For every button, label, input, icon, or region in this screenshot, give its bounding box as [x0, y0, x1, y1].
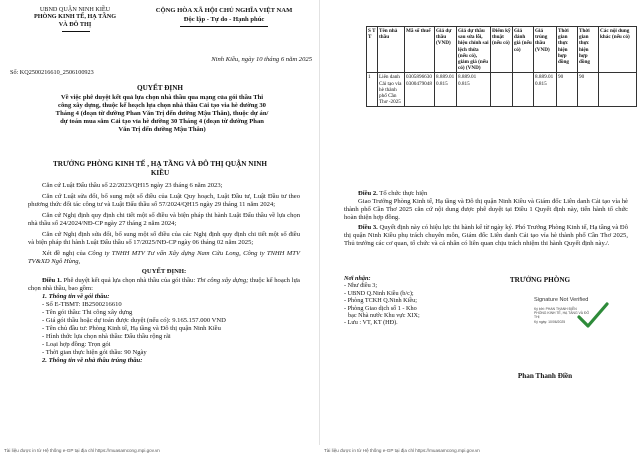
authority-line: TRƯỞNG PHÒNG KINH TẾ , HẠ TẦNG VÀ ĐÔ THỊ QUẬN NINH — [52, 160, 268, 168]
document-type: QUYẾT ĐỊNH — [137, 84, 183, 92]
recipient-item: - Phòng Giao dịch số 1 - Kho — [344, 304, 417, 312]
articles-2-3 — [344, 190, 628, 248]
table-cell: 8.889.01 0.815 — [435, 73, 457, 107]
consideration-paragraph: Xét đề nghị của Công ty TNHH MTV Tư vấn Xây dựng Nam Cửu Long, Công ty TNHH MTV TV&XD Ngô Hùng, — [28, 250, 300, 265]
signer-name: Phan Thanh Điền — [517, 372, 573, 380]
footer-right: Tài liệu được in từ Hệ thống e-GP tại địa chỉ https://muasamcong.mpi.gov.vn — [324, 448, 480, 453]
subject-line: Văn Trị đến đường Mậu Thân) — [118, 126, 206, 133]
table-header-cell: Giá trúng thầu (VND) — [534, 27, 557, 73]
table-header-cell: Thời gian thực hiện hợp đồng — [557, 27, 578, 73]
article-2: Điều 2. Tổ chức thực hiện — [358, 190, 428, 197]
table-header-cell: Thời gian thực hiện hợp đồng — [578, 27, 599, 73]
signature-detail-line: Ký bởi: PHAN THANH ĐIỀN — [534, 307, 577, 311]
recipient-item: - Như điều 3; — [344, 282, 378, 290]
issuing-agency — [20, 6, 130, 28]
basis-paragraph: Căn cứ Nghị định quy định chi tiết một số điều và biện pháp thi hành Luật Đấu thầu về lựa chọn nhà thầu số 24/2024/NĐ-CP ngày 27 tháng 2 năm 2024; — [28, 212, 300, 227]
package-item: - Giá gói thầu hoặc dự toán được duyệt (nếu có): 9.165.157.000 VND — [42, 317, 226, 324]
table-header-cell: Giá dự thầu (VND) — [435, 27, 457, 73]
national-motto: Độc lập - Tự do - Hạnh phúc — [183, 16, 265, 23]
table-header-cell: Giá dự thầu sau sửa lỗi, hiệu chỉnh sai lệch thừa (nếu có), giảm giá (nếu có) (VND) — [458, 28, 489, 72]
table-cell: 1 — [367, 73, 378, 107]
section-1-heading: 1. Thông tin về gói thầu: — [42, 293, 110, 300]
table-header-cell: Tên nhà thầu — [378, 27, 405, 73]
package-item: - Tên chủ đầu tư: Phòng Kinh tế, Hạ tầng và Đô thị quận Ninh Kiều — [42, 325, 221, 332]
recipient-item: bạc Nhà nước Khu vực XIX; — [348, 312, 420, 320]
legal-basis — [28, 182, 300, 365]
basis-paragraph: Căn cứ Luật Đấu thầu số 22/2023/QH15 ngày 23 tháng 6 năm 2023; — [42, 182, 223, 189]
agency-underline — [62, 31, 90, 32]
recipient-item: - Lưu : VT, KT (HĐ). — [344, 319, 398, 327]
agency-line-2: PHÒNG KINH TẾ, HẠ TẦNG — [33, 13, 117, 21]
signature-status: Signature Not Verified — [534, 297, 589, 303]
package-item: - Hình thức lựa chọn nhà thầu: Đấu thầu rộng rãi — [42, 333, 171, 340]
subject-line: Tháng 4 (đoạn từ đường Phan Văn Trị đến đường Mậu Thân), thuộc dự án/ — [55, 110, 269, 117]
table-header-cell: Điểm kỹ thuật (nếu có) — [491, 27, 513, 73]
signer-title: TRƯỞNG PHÒNG — [509, 276, 571, 284]
table-cell — [513, 73, 534, 107]
subject-line: Về việc phê duyệt kết quả lựa chọn nhà thầu qua mạng của gói thầu Thi — [60, 94, 264, 101]
table-cell: 90 — [578, 73, 599, 107]
national-title: CỘNG HÒA XÃ HỘI CHỦ NGHĨA VIỆT NAM — [155, 7, 293, 14]
table-row — [367, 73, 637, 107]
document-date: Ninh Kiều, ngày 10 tháng 6 năm 2025 — [211, 56, 312, 63]
table-cell: 8.889.01 0.815 — [534, 73, 557, 107]
signature-detail-line: Ký ngày: 10/06/2025 — [534, 319, 566, 324]
recipient-item: - UBND Q.Ninh Kiều (b/c); — [344, 289, 414, 297]
decides-heading: QUYẾT ĐỊNH: — [141, 268, 187, 275]
authority-line: KIỀU — [150, 168, 170, 177]
table-header-cell: Giá đánh giá (nếu có) — [513, 27, 534, 73]
authority-title — [10, 160, 310, 177]
table-cell: Liên danh Cải tạo vỉa hè thành phố Cần Thơ -2025 — [378, 73, 405, 107]
article-3: Điều 3. Quyết định này có hiệu lực thi hành kể từ ngày ký. Phó Trưởng Phòng Kinh tế, Hạ tầng và Đô thị quận Ninh Kiều phụ trách chuyên môn, Giám đốc Liên danh Cải tạo vỉa hè thành phố Cần Thơ 2025, Thủ trưởng các cơ quan, tổ chức và cá nhân có liên quan chịu trách nhiệm thi hành Quyết định này./. — [344, 224, 628, 247]
package-item: - Tên gói thầu: Thi công xây dựng — [42, 309, 133, 316]
package-item: - Số E-TBMT: IB2500216610 — [42, 301, 122, 308]
digital-signature[interactable] — [534, 297, 626, 357]
signature-detail-line: PHÒNG KINH TẾ, HẠ TẦNG VÀ ĐÔ THỊ — [534, 311, 590, 320]
recipient-item: - Phòng TCKH Q.Ninh Kiều; — [344, 297, 417, 305]
recipients — [344, 275, 454, 327]
signature-details — [534, 307, 594, 324]
package-item: - Thời gian thực hiện gói thầu: 90 Ngày — [42, 349, 147, 356]
table-cell — [491, 73, 513, 107]
table-cell: 0305896630 0300479048 — [405, 73, 435, 107]
winner-table — [366, 26, 637, 107]
table-header-cell: S T T — [367, 27, 378, 73]
subject-line: dự toán mua sắm Cải tạo vỉa hè đường 30 Tháng 4 (đoạn từ đường Phan — [60, 118, 264, 125]
table-header-cell: Mã số thuế — [405, 27, 435, 73]
basis-paragraph: Căn cứ Luật sửa đổi, bổ sung một số điều của Luật Quy hoạch, Luật Đầu tư, Luật Đầu tư theo phương thức đối tác công tư và Luật Đấu thầu số 57/2024/QH15 ngày 29 tháng 11 năm 2024; — [28, 193, 300, 208]
table-cell: 90 — [557, 73, 578, 107]
page-left — [0, 0, 320, 445]
article-1: Điều 1. Phê duyệt kết quả lựa chọn nhà thầu của gói thầu: Thi công xây dựng; thuộc kế hoạch lựa chọn nhà thầu, bao gồm: — [28, 277, 300, 292]
subject-line: công xây dựng, thuộc kế hoạch lựa chọn nhà thầu Cải tạo via hè đường 30 — [58, 102, 266, 109]
article-2-body: Giao Trưởng Phòng Kinh tế, Hạ tầng và Đô thị quận Ninh Kiều và Giám đốc Liên danh Cải tạo vỉa hè thành phố Cần Thơ 2025 căn cứ nội dung được phê duyệt tại Điều 1 Quyết định này, tiến hành tổ chức hoàn thiện hợp đồng. — [344, 198, 628, 221]
agency-line-3: VÀ ĐÔ THỊ — [58, 20, 92, 28]
table-header-cell: Các nội dung khác (nếu có) — [599, 27, 637, 73]
table-cell: 8.889.01 0.815 — [457, 73, 491, 107]
document-subject — [20, 94, 304, 134]
package-item: - Loại hợp đồng: Trọn gói — [42, 341, 111, 348]
section-2-heading: 2. Thông tin về nhà thầu trúng thầu: — [42, 357, 143, 364]
table-header-row — [367, 27, 637, 73]
footer-left: Tài liệu được in từ Hệ thống e-GP tại địa chỉ https://muasamcong.mpi.gov.vn — [4, 448, 160, 453]
basis-paragraph: Căn cứ Nghị định sửa đổi, bổ sung một số điều của các Nghị định quy định chi tiết một số điều và biện pháp thi hành Luật Đấu thầu số 17/2025/NĐ-CP ngày 06 tháng 02 năm 2025; — [28, 231, 300, 246]
recipients-heading: Nơi nhận: — [344, 275, 371, 282]
agency-line-1: UBND QUẬN NINH KIỀU — [39, 6, 111, 13]
document-number: Số: KQ2500216610_2506100923 — [10, 69, 94, 76]
table-cell — [599, 73, 637, 107]
motto-underline — [180, 26, 268, 27]
